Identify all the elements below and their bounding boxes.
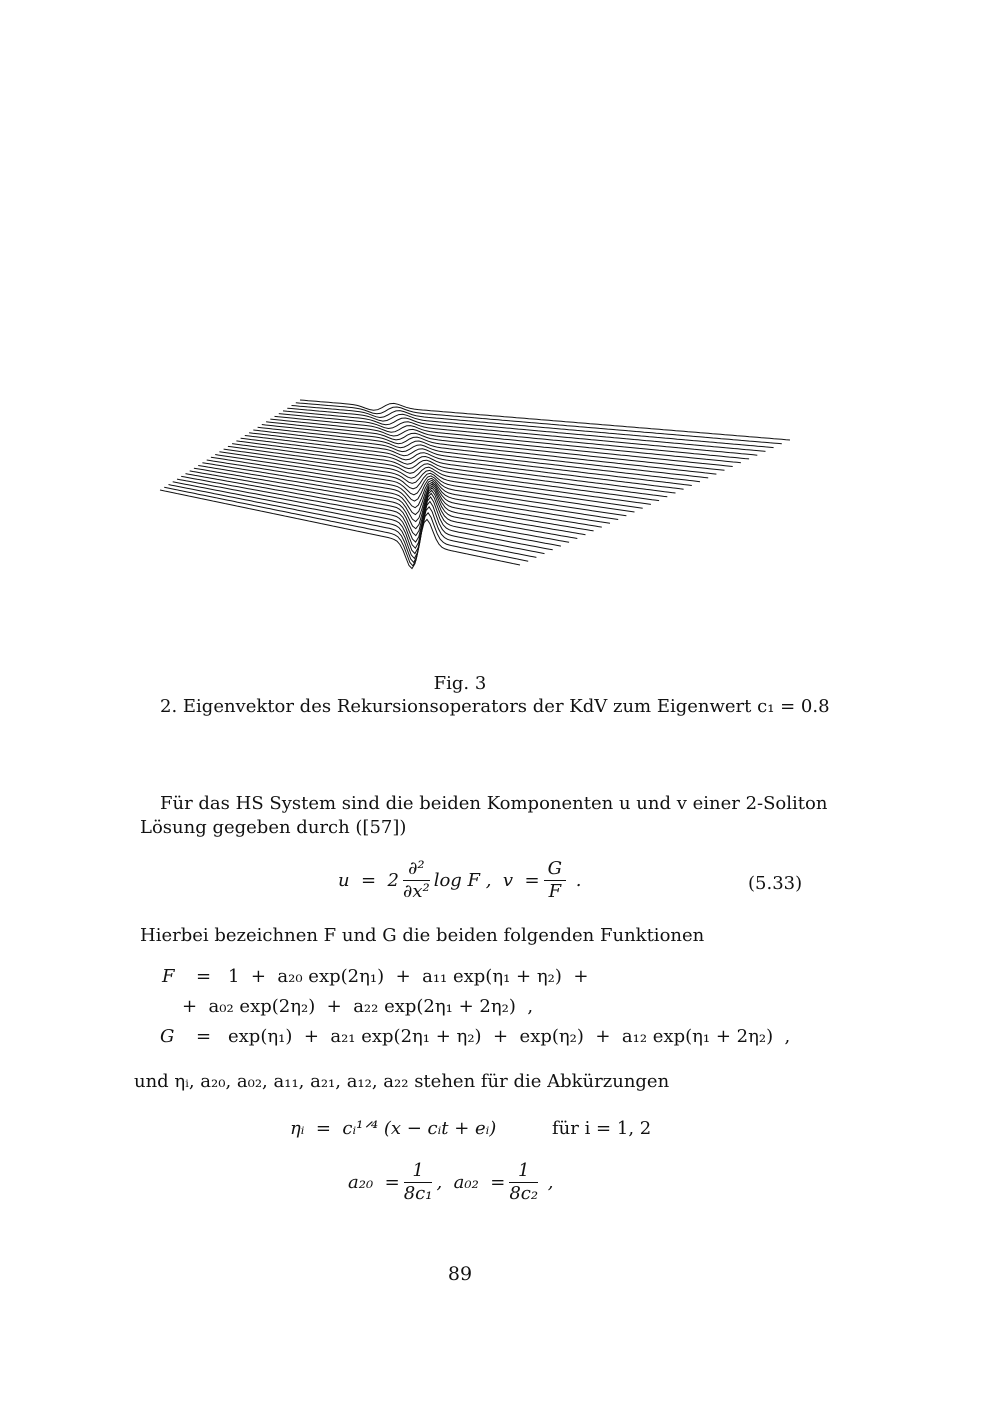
a02-lhs: , a₀₂ = <box>436 1172 506 1193</box>
surface-strand <box>173 482 545 559</box>
figure-caption: 2. Eigenvektor des Rekursionsoperators der KdV zum Eigenwert c₁ = 0.8 <box>160 696 830 717</box>
eq-frac2-num: G <box>544 858 566 881</box>
eq-frac1-num: ∂² <box>403 858 430 881</box>
eq-fraction-d2dx2 <box>403 858 430 903</box>
eq-mid: log F , v = <box>433 870 540 891</box>
system-row1-rhs: 1 + a₂₀ exp(2η₁) + a₁₁ exp(η₁ + η₂) + <box>228 966 589 987</box>
surface-strand <box>292 406 774 448</box>
eq-frac2-den: F <box>548 881 562 902</box>
paragraph-line-1: Für das HS System sind die beiden Komponenten u und v einer 2-Soliton <box>160 793 828 814</box>
system-row3-rhs: exp(η₁) + a₂₁ exp(2η₁ + η₂) + exp(η₂) + a₁₂ exp(η₁ + 2η₂) , <box>228 1026 791 1047</box>
eq-fraction-g-over-f <box>544 858 566 903</box>
paragraph-2: Hierbei bezeichnen F und G die beiden folgenden Funktionen <box>140 925 705 946</box>
surface-strand <box>245 436 684 490</box>
system-row3-eq: = <box>196 1026 212 1047</box>
surface-strand <box>177 479 553 553</box>
eq-frac1-den: ∂x² <box>403 881 430 902</box>
a20-den: 8c₁ <box>403 1183 433 1204</box>
page-number: 89 <box>447 1263 473 1285</box>
paragraph-3: und ηᵢ, a₂₀, a₀₂, a₁₁, a₂₁, a₁₂, a₂₂ stehen für die Abkürzungen <box>134 1071 670 1092</box>
eta-condition: für i = 1, 2 <box>552 1118 652 1139</box>
system-row1-eq: = <box>196 966 212 987</box>
paragraph-line-2: Lösung gegeben durch ([57]) <box>140 817 407 838</box>
system-row1-lhs: F <box>162 966 175 987</box>
surface-strand <box>300 400 790 440</box>
surface-strand <box>181 476 561 548</box>
a20-lhs: a₂₀ = <box>348 1172 400 1193</box>
eta-definition: ηᵢ = cᵢ¹ᐟ⁴ (x − cᵢt + eᵢ) <box>290 1118 497 1139</box>
system-row2-rhs: + a₀₂ exp(2η₂) + a₂₂ exp(2η₁ + 2η₂) , <box>182 996 534 1017</box>
surface-strand <box>270 419 732 466</box>
eq-u-lhs: u = 2 <box>338 870 400 891</box>
surface-strand <box>169 485 537 563</box>
surface-wireframe <box>160 400 790 569</box>
a02-fraction <box>509 1160 538 1205</box>
a20-fraction <box>404 1160 433 1205</box>
a-def-end: , <box>542 1172 554 1193</box>
a-definitions <box>348 1160 554 1205</box>
surface-strand <box>164 487 528 566</box>
a20-num: 1 <box>404 1160 433 1183</box>
equation-number: (5.33) <box>748 873 803 894</box>
equation-5-33 <box>338 858 581 903</box>
surface-plot-figure <box>140 350 820 620</box>
system-row3-lhs: G <box>160 1026 175 1047</box>
a02-den: 8c₂ <box>509 1183 539 1204</box>
figure-label: Fig. 3 <box>433 673 487 694</box>
a02-num: 1 <box>509 1160 538 1183</box>
eq-end: . <box>570 870 582 891</box>
